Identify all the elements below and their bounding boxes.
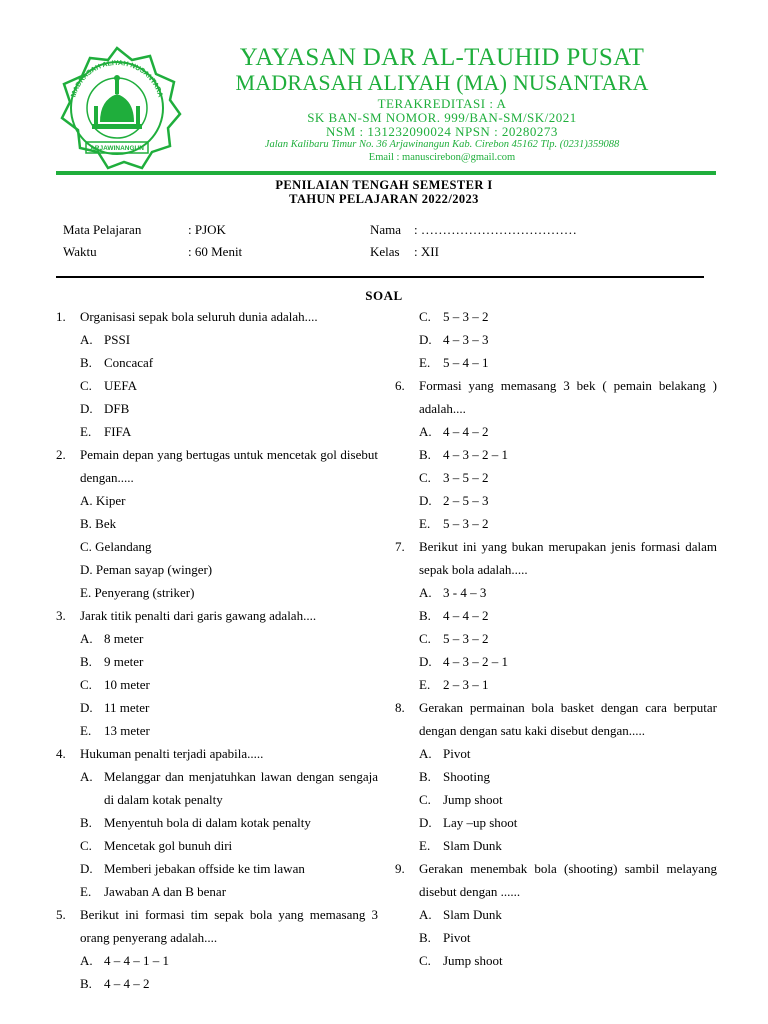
option: A. 8 meter (80, 631, 144, 646)
time-label: Waktu (63, 244, 97, 259)
school-name: MADRASAH ALIYAH (MA) NUSANTARA (235, 70, 649, 95)
option: C. UEFA (80, 378, 137, 393)
section-heading: SOAL (365, 288, 403, 303)
email: Email : manuscirebon@gmail.com (368, 152, 516, 163)
option: E. FIFA (80, 424, 132, 439)
option: A. Melanggar dan menjatuhkan lawan dengan sengaja di dalam kotak penalty (80, 769, 378, 807)
class-label: Kelas (370, 244, 400, 259)
class-value: : XII (414, 244, 439, 259)
info-divider (56, 276, 704, 278)
letterhead (0, 0, 768, 178)
option: D. 2 – 5 – 3 (419, 493, 489, 508)
option: E. 5 – 3 – 2 (419, 516, 489, 531)
option: A. Kiper (80, 493, 126, 508)
option: D. Lay –up shoot (419, 815, 518, 830)
option: C. Gelandang (80, 539, 152, 554)
option: B. Pivot (419, 930, 471, 945)
header-divider (56, 171, 716, 175)
subject-value: : PJOK (188, 222, 226, 237)
question-9: 9. Gerakan menembak bola (shooting) sambil melayang disebut dengan ...... (395, 861, 717, 899)
name-label: Nama (370, 222, 402, 237)
option: A. Pivot (419, 746, 471, 761)
option: C. 10 meter (80, 677, 150, 692)
name-value: : ……………………………… (414, 222, 577, 237)
option: B. 4 – 4 – 2 (80, 976, 150, 991)
sk-number: SK BAN-SM NOMOR. 999/BAN-SM/SK/2021 (307, 110, 577, 125)
question-6: 6. Formasi yang memasang 3 bek ( pemain belakang ) adalah.... (395, 378, 717, 416)
option: B. 9 meter (80, 654, 144, 669)
question-8: 8. Gerakan permainan bola basket dengan cara berputar dengan dengan satu kaki disebut dengan..... (395, 700, 717, 738)
option: C. 5 – 3 – 2 (419, 631, 489, 646)
svg-text:MADRASAH ALIYAH NUSANTARA: MADRASAH ALIYAH NUSANTARA (70, 59, 164, 99)
option: E. Jawaban A dan B benar (80, 884, 227, 899)
question-5: 5. Berikut ini formasi tim sepak bola yang memasang 3 orang penyerang adalah.... (56, 907, 378, 945)
option: E. 2 – 3 – 1 (419, 677, 489, 692)
question-7: 7. Berikut ini yang bukan merupakan jenis formasi dalam sepak bola adalah..... (395, 539, 717, 577)
option: C. Mencetak gol bunuh diri (80, 838, 233, 853)
option: B. Menyentuh bola di dalam kotak penalty (80, 815, 311, 830)
option: A. 4 – 4 – 1 – 1 (80, 953, 169, 968)
school-logo-icon (52, 44, 182, 170)
exam-year: TAHUN PELAJARAN 2022/2023 (289, 192, 479, 206)
option: C. 3 – 5 – 2 (419, 470, 489, 485)
option: B. 4 – 3 – 2 – 1 (419, 447, 508, 462)
option: B. Concacaf (80, 355, 154, 370)
question-3: 3. Jarak titik penalti dari garis gawang adalah.... (56, 608, 317, 623)
svg-text:ARJAWINANGUN: ARJAWINANGUN (90, 145, 144, 152)
nsm-npsn: NSM : 131232090024 NPSN : 20280273 (326, 124, 558, 139)
option: E. 5 – 4 – 1 (419, 355, 489, 370)
address: Jalan Kalibaru Timur No. 36 Arjawinangun Kab. Cirebon 45162 Tlp. (0231)359088 (264, 139, 620, 150)
option: C. Jump shoot (419, 953, 503, 968)
questions-right-column (395, 305, 717, 972)
questions-left-column (56, 305, 378, 995)
option: D. 4 – 3 – 3 (419, 332, 489, 347)
option: A. PSSI (80, 332, 131, 347)
option: E. Slam Dunk (419, 838, 502, 853)
option: B. Shooting (419, 769, 490, 784)
question-2: 2. Pemain depan yang bertugas untuk mencetak gol disebut dengan..... (56, 447, 378, 485)
option: C. Jump shoot (419, 792, 503, 807)
exam-title: PENILAIAN TENGAH SEMESTER I (275, 178, 493, 192)
question-4: 4. Hukuman penalti terjadi apabila..... (56, 746, 264, 761)
foundation-name: YAYASAN DAR AL-TAUHID PUSAT (239, 44, 645, 71)
option: A. 3 - 4 – 3 (419, 585, 487, 600)
subject-label: Mata Pelajaran (63, 222, 142, 237)
option: B. 4 – 4 – 2 (419, 608, 489, 623)
time-value: : 60 Menit (188, 244, 243, 259)
option: D. DFB (80, 401, 130, 416)
option: E. Penyerang (striker) (80, 585, 195, 600)
option: A. Slam Dunk (419, 907, 502, 922)
option: B. Bek (80, 516, 117, 531)
option: C. 5 – 3 – 2 (419, 309, 489, 324)
option: D. Memberi jebakan offside ke tim lawan (80, 861, 305, 876)
accreditation: TERAKREDITASI : A (377, 96, 507, 111)
option: D. Peman sayap (winger) (80, 562, 213, 577)
question-1: 1. Organisasi sepak bola seluruh dunia adalah.... (56, 309, 318, 324)
option: D. 11 meter (80, 700, 150, 715)
option: E. 13 meter (80, 723, 150, 738)
option: A. 4 – 4 – 2 (419, 424, 489, 439)
option: D. 4 – 3 – 2 – 1 (419, 654, 508, 669)
